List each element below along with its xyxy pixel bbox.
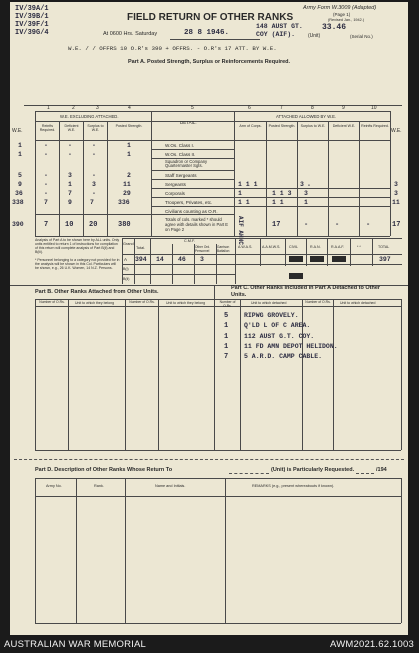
analysis-row-bii: B(ii) [123,277,130,281]
r7-c1: 7 [44,199,48,206]
r5-att-posted: 3 [300,181,304,188]
unit-label: (Unit) [308,33,321,39]
col-number-9: 9 [342,105,345,111]
r7-att-surplus: 1 [304,199,308,206]
part-c-entry-5-unit: 5 A.R.D. CAMP CABLE. [244,353,323,360]
group-we-excluding: W.E. EXCLUDING ATTACHED. [60,114,119,119]
r5-att-surplus: - [307,182,311,189]
head-reinfts-att: Reinfts Required. [361,124,389,128]
detail-totals-note: Totals of cols. marked * should agree with details shown in Part E on Page 2 [165,217,229,232]
r4-c3: - [92,172,96,179]
analysis-note: Analysis of Part A to be shown here by ALL units. Only units entitled to return 1 of instructions for compilation of this return will complete analysis of Part B(ii) and B(iii). [35,238,120,254]
footer-institution: AUSTRALIAN WAR MEMORIAL [4,639,147,650]
r6-att-surplus: 3 [304,190,308,197]
r1-c2: - [68,142,72,149]
col-number-2: 2 [72,105,75,111]
analysis-row-a: A [124,257,128,262]
analysis-head-cmf: C.M.F. [184,239,195,243]
r6-c4: 29 [123,190,131,197]
r6-c1: - [44,190,48,197]
head-surplus-att: Surplus to W.E. [300,124,326,128]
r2-c3: - [92,151,96,158]
total-att-reinfts: - [366,221,371,229]
r5-c1: - [44,181,48,188]
analysis-grand-total: 394 [135,256,147,263]
head-posted-strength-att: Posted Strength. [268,124,296,128]
col-number-7: 7 [280,105,283,111]
left-code-4: IV/39G/4 [15,29,49,37]
detail-coy-qm-sgts: Squadron or Company Quartermaster Sgts. [165,159,208,168]
analysis-head-grand: Grand [123,242,134,246]
head-reinfts-required: Reinfts Required. [39,124,56,132]
unit-name-line2: COY (AIF). [256,31,296,38]
r2-c2: - [68,151,72,158]
we-count-row2: 1 [18,151,22,158]
total-att-deficient: - [335,221,340,229]
analysis-head-total-col: TOTAL [378,245,390,249]
part-d-col-name: Name and Initials. [155,484,186,488]
analysis-total-value: 397 [379,256,391,263]
part-c-col-number-2: Number of O.Rs. [305,300,331,304]
total-att-posted: 17 [272,221,281,229]
analysis-other: 3 [200,256,204,263]
analysis-head-ran: R.A.N. [310,245,321,249]
detail-staff-sergeants: Staff Sergeants [165,173,197,178]
right-we-total: 17 [392,221,401,229]
analysis-note-2: * Personnel belonging to a category not provided for in the analysis will be shown in this Col. Particulars will be shown, e.g., 26 U.K. Women, 14 N.Z. Persons. [35,258,120,270]
part-d-title: Part D. Description of Other Ranks Whose Return To [35,467,173,473]
part-c-entry-3-num: 1 [224,333,229,341]
r5-c2: 1 [68,181,72,188]
part-b-title: Part B. Other Ranks Attached from Other Units. [35,289,159,295]
part-b-col-unit-2: Unit to which they belong [166,301,206,305]
part-c-title: Part C. Other Ranks Included in Part A Detached to Other Units. [231,285,381,298]
r7-att-posted: 1 1 [272,199,284,206]
r1-c4: 1 [127,142,131,149]
part-c-entry-3-unit: 112 AUST G.T. COY. [244,333,315,340]
part-d-col-rank: Rank. [94,484,104,488]
r7-arm: 1 1 [238,199,250,206]
head-deficient-we: Deficient W.E. [64,124,79,132]
r4-c1: - [44,172,48,179]
analysis-cmf-b: 46 [178,256,186,263]
part-c-col-number-1: Number of O.Rs. [219,300,236,308]
we-side-label-right: W.E. [391,128,402,134]
part-c-col-unit-1: Unit to which detached [251,301,287,305]
col-number-5: 5 [191,105,194,111]
form-page [10,2,408,635]
part-c-entry-2-unit: Q'LD L OF C AREA. [244,322,311,329]
r6-c3: - [92,190,96,197]
r6-arm: 1 [238,190,242,197]
right-we-row5: 3 [394,181,398,188]
detail-privates: Troopers, Privates, etc. [165,200,213,205]
part-b-col-number-2: Number of O.Rs. [129,300,155,304]
total-c3: 20 [89,221,98,229]
col-number-6: 6 [248,105,251,111]
r7-c4: 336 [118,199,130,206]
r1-c1: - [44,142,48,149]
analysis-head-stars: * * [357,245,361,249]
total-c4: 380 [118,221,131,229]
left-code-2: IV/39B/1 [15,13,49,21]
revised-date: (Revised Jan., 1942.) [328,18,365,22]
col-number-3: 3 [96,105,99,111]
analysis-row-bi: B(i) [123,267,129,271]
return-date: 28 8 1946. [184,29,230,37]
part-c-entry-1-num: 5 [224,312,229,320]
part-c-entry-5-num: 7 [224,353,229,361]
r5-arm: 1 1 1 [238,181,258,188]
part-c-entry-4-unit: 11 FD AMN DEPOT HELIDON. [244,343,338,350]
redaction-raaf [332,256,346,262]
r6-att-posted: 1 1 3 [272,190,292,197]
archive-footer [0,637,419,653]
analysis-head-aamws: A.A.M.W.S. [262,245,281,249]
total-att-surplus: - [304,221,309,229]
we-count-row6: 36 [15,190,23,197]
detail-wo-class-2: W.Os. Class II. [165,152,196,157]
total-arm-of-corps: AIF AHNC [237,216,244,245]
r4-c2: 3 [68,172,72,179]
detail-wo-class-1: W.Os. Class I. [165,143,195,148]
unit-name-line1: 148 AUST GT. [256,23,303,30]
col-number-1: 1 [47,105,50,111]
part-b-col-number-1: Number of O.Rs. [39,300,65,304]
head-posted-strength: Posted Strength. [115,124,143,128]
right-we-row6: 3 [394,190,398,197]
r5-c4: 11 [123,181,131,188]
r2-c4: 1 [127,151,131,158]
redaction-ran [310,256,324,262]
detail-civilians: Civilians counting as O.R. [165,209,218,214]
footer-accession-number: AWM2021.62.1003 [330,639,414,650]
serial-number: 33.46 [322,23,347,32]
we-count-row5: 9 [18,181,22,188]
group-attached-allowed: ATTACHED ALLOWED BY W.E. [276,114,337,119]
left-code-1: IV/39A/1 [15,5,49,13]
part-a-title: Part A. Posted Strength, Surplus or Reinforcements Required. [128,59,291,65]
r5-c3: 3 [92,181,96,188]
we-count-row4: 5 [18,172,22,179]
head-arm-corps: Arm of Corps. [239,124,262,128]
right-we-row7: 11 [392,199,400,206]
r7-c3: 7 [90,199,94,206]
head-surplus-we: Surplus to W.E. [87,124,104,132]
part-d-col-remarks: REMARKS (e.g., present whereabouts if known). [252,484,335,488]
part-d-col-army-no: Army No. [46,484,62,488]
detail-heading: DETAIL. [180,120,197,125]
we-count-row7: 338 [12,199,24,206]
redaction-civil [289,256,303,262]
left-code-3: IV/39F/1 [15,21,49,29]
hours-label: At 0600 Hrs. Saturday [103,31,158,37]
analysis-cmf-a: 14 [156,256,164,263]
part-c-entry-1-unit: RIPWG GROVELY. [244,312,299,319]
r1-c3: - [92,142,96,149]
col-number-4: 4 [128,105,131,111]
we-strength-line: W.E. / / OFFRS 10 O.R's 390 + OFFRS. - O.R's 17 ATT. BY W.E. [68,45,277,52]
we-count-total: 390 [12,221,24,228]
form-title: FIELD RETURN OF OTHER RANKS [127,12,294,23]
detail-corporals: Corporals [165,191,185,196]
redaction-lower [289,273,303,279]
part-c-entry-4-num: 1 [224,343,229,351]
r2-c1: - [44,151,48,158]
analysis-head-raaf: R.A.A.F. [331,245,345,249]
total-c2: 10 [65,221,74,229]
col-number-10: 10 [371,105,377,111]
part-d-title-mid: (Unit) is Particularly Requested. [271,467,355,473]
part-c-col-unit-2: Unit to which detached [340,301,376,305]
we-side-label: W.E. [12,128,23,134]
part-c-entry-2-num: 1 [224,322,229,330]
r7-c2: 9 [68,199,72,206]
part-b-col-unit-1: Unit to which they belong [75,301,115,305]
detail-sergeants: Sergeants [165,182,186,187]
r4-c4: 2 [127,172,131,179]
r6-c2: 7 [68,190,72,197]
col-number-8: 8 [311,105,314,111]
form-reference: Army Form W.3009 (Adapted) [303,5,377,11]
analysis-head-garrison: Garrison Battalion [217,245,230,253]
serial-label: (Serial No.) [350,34,373,39]
analysis-head-total: Total. [136,246,146,250]
we-count-row1: 1 [18,142,22,149]
analysis-head-civil: CIVIL [289,245,298,249]
part-d-title-end: /194 [376,467,387,473]
analysis-head-awas: A.W.A.S. [238,245,253,249]
analysis-head-other: Other Ord. Personnel [195,245,211,253]
total-c1: 7 [44,221,49,229]
page-number: (Page 1) [333,12,351,17]
head-deficient-att: Deficient W.E. [332,124,356,128]
